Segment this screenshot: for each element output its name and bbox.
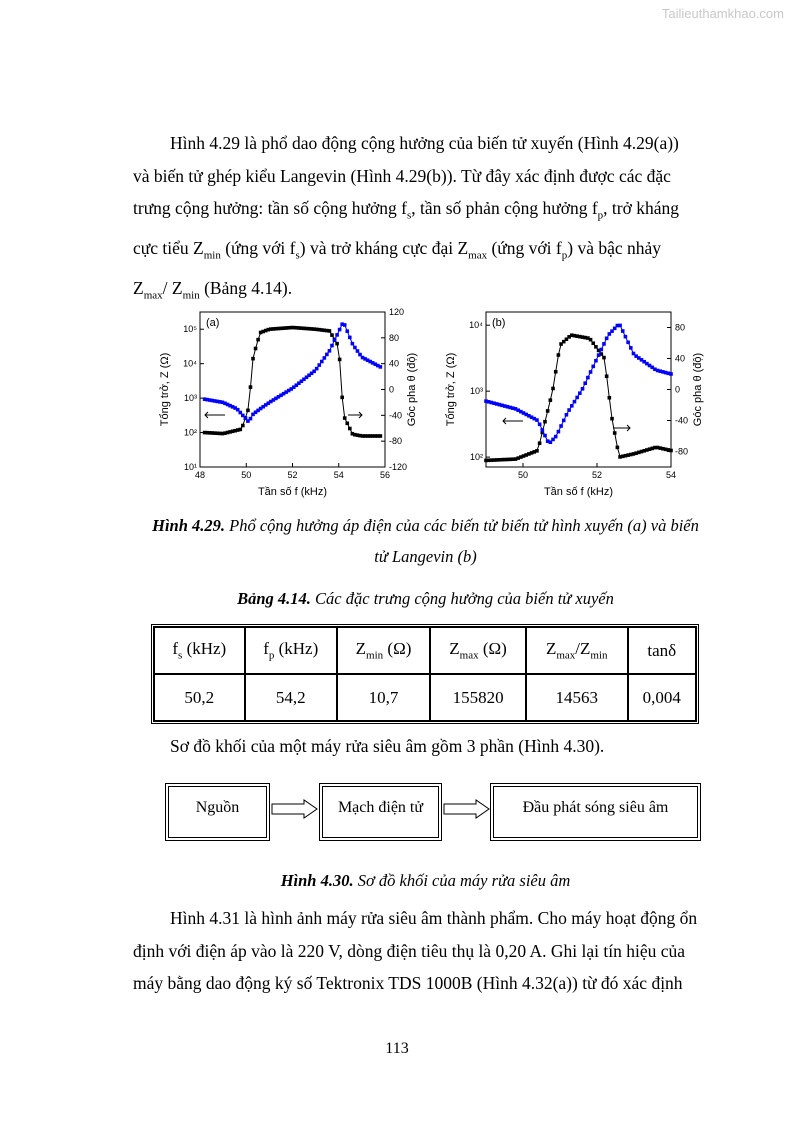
table-cell: 155820: [430, 674, 526, 721]
data-point: [330, 344, 334, 348]
block-ultrasonic-transducer: Đầu phát sóng siêu âm: [490, 783, 701, 841]
y-axis-label: Tổng trở, Z (Ω): [445, 352, 457, 427]
data-point: [315, 367, 319, 371]
data-point: [570, 404, 574, 408]
data-point: [591, 365, 595, 369]
data-point: [629, 346, 633, 350]
outro-paragraph: [133, 902, 718, 1000]
arrow-icon: [503, 418, 523, 424]
data-point: [379, 434, 383, 438]
data-point: [543, 420, 547, 424]
y-tick-label: 10³: [183, 393, 197, 404]
chart-b: [438, 300, 738, 510]
data-point: [610, 417, 614, 421]
data-point: [325, 353, 329, 357]
header-fp: $f_p$ (kHz): [245, 627, 337, 674]
header-ratio: $Z_{max}/Z_{min}$: [526, 627, 628, 674]
arrow-icon: [348, 412, 362, 418]
data-point: [551, 387, 555, 391]
data-point: [597, 353, 601, 357]
intro-line-1: Hình 4.29 là phổ dao động cộng hưởng của biến tử xuyến (Hình 4.29(a)): [170, 133, 679, 153]
header-tan-delta: tanδ: [628, 627, 696, 674]
data-point: [575, 396, 579, 400]
data-point: [335, 333, 339, 337]
data-point: [594, 359, 598, 363]
data-point: [351, 342, 355, 346]
data-point: [338, 328, 342, 332]
data-point: [557, 353, 561, 357]
y2-tick-label: -40: [675, 415, 689, 426]
data-point: [618, 324, 622, 328]
data-point: [333, 338, 337, 342]
data-point: [581, 387, 585, 391]
y2-tick-label: -80: [675, 446, 689, 457]
data-point: [238, 428, 242, 432]
figure-4-29-caption: Hình 4.29. Phổ cộng hưởng áp điện của các biến tử biến tử hình xuyến (a) và biến tử Langevin (b): [152, 516, 699, 566]
data-point: [669, 449, 673, 453]
page-number: 113: [385, 1040, 409, 1057]
table-cell: 10,7: [337, 674, 430, 721]
y2-axis-label: Góc pha θ (độ): [692, 352, 704, 427]
table-row: [154, 674, 696, 721]
data-point: [356, 349, 360, 353]
data-point: [538, 441, 542, 445]
data-point: [602, 356, 606, 360]
data-point: [589, 370, 593, 374]
chart-a: [150, 300, 440, 510]
data-point: [602, 342, 606, 346]
header-fs: $f_s$ (kHz): [154, 627, 245, 674]
panel-label: (b): [492, 317, 506, 329]
y2-tick-label: 80: [389, 332, 400, 343]
data-point: [353, 346, 357, 350]
panel-label: (a): [206, 317, 220, 329]
data-point: [567, 408, 571, 412]
x-tick-label: 52: [287, 470, 298, 480]
data-point: [251, 357, 255, 361]
data-point: [608, 396, 612, 400]
data-point: [573, 400, 577, 404]
block-power-source: Nguồn: [165, 783, 270, 841]
table-cell: 54,2: [245, 674, 337, 721]
data-point: [256, 338, 260, 342]
data-point: [348, 427, 352, 431]
header-zmin: $Z_{min}$ (Ω): [337, 627, 430, 674]
data-point: [549, 398, 553, 402]
outro-line-1: Hình 4.31 là hình ảnh máy rửa siêu âm thành phẩm. Cho máy hoạt động ổn: [170, 908, 698, 928]
data-point: [535, 418, 539, 422]
data-point: [340, 396, 344, 400]
data-point: [328, 349, 332, 353]
data-point: [554, 370, 558, 374]
data-point: [345, 329, 349, 333]
table-cell: 14563: [526, 674, 628, 721]
y2-axis-label: Góc pha θ (độ): [406, 352, 418, 427]
chart-a-svg: [150, 300, 440, 510]
y2-tick-label: 80: [675, 322, 686, 333]
data-point: [338, 358, 342, 362]
data-point: [535, 449, 539, 453]
data-point: [557, 430, 561, 434]
header-zmax: $Z_{max}$ (Ω): [430, 627, 526, 674]
y-tick-label: 10¹: [183, 462, 197, 472]
data-point: [589, 338, 593, 342]
series-line-1: [486, 325, 671, 442]
data-point: [335, 342, 339, 346]
y-axis-label: Tổng trở, Z (Ω): [159, 352, 171, 427]
data-point: [541, 428, 545, 432]
data-point: [583, 381, 587, 385]
data-point: [605, 336, 609, 340]
data-point: [546, 409, 550, 413]
y2-tick-label: -80: [389, 436, 403, 447]
arrow-icon: [442, 798, 492, 820]
data-point: [626, 340, 630, 344]
data-point: [599, 348, 603, 352]
data-point: [320, 360, 324, 364]
x-tick-label: 56: [379, 470, 391, 480]
y2-tick-label: -120: [389, 462, 408, 472]
arrow-icon: [270, 798, 320, 820]
data-point: [578, 391, 582, 395]
data-point: [379, 365, 383, 369]
data-point: [343, 416, 347, 420]
x-tick-label: 48: [194, 470, 206, 480]
table-header-row: [154, 627, 696, 674]
data-point: [254, 347, 258, 351]
intro-line-4: cực tiểu $Z_{min}$ (ứng với $f_s$) và trở kháng cực đại $Z_{max}$ (ứng với $f_p$) và bậc nhảy: [133, 238, 662, 262]
y-tick-label: 10⁵: [183, 324, 197, 335]
data-point: [328, 329, 332, 333]
data-point: [624, 335, 628, 339]
figure-4-30-caption: Hình 4.30. Sơ đồ khối của máy rửa siêu âm: [280, 871, 571, 890]
data-point: [586, 376, 590, 380]
block-electronic-circuit: Mạch điện tử: [319, 783, 442, 841]
resonance-table: [151, 624, 699, 724]
chart-b-svg: [438, 300, 738, 510]
y2-tick-label: 0: [675, 384, 681, 395]
y-tick-label: 10⁴: [183, 358, 197, 369]
intro-line-3: trưng cộng hưởng: tần số cộng hưởng $f_s$, tần số phản cộng hưởng $f_p$, trở kháng: [133, 198, 679, 222]
intro-paragraph: [133, 127, 718, 312]
data-point: [249, 417, 253, 421]
data-point: [543, 434, 547, 438]
table-4-14-caption: Bảng 4.14. Các đặc trưng cộng hưởng của biến tử xuyến: [237, 589, 614, 608]
data-point: [554, 435, 558, 439]
outro-line-3: máy bằng dao động ký số Tektronix TDS 1000B (Hình 4.32(a)) từ đó xác định: [133, 973, 683, 993]
intro-line-5: $Z_{max}/$ $Z_{min}$ (Bảng 4.14).: [133, 278, 293, 302]
x-tick-label: 50: [241, 470, 252, 480]
data-point: [565, 413, 569, 417]
y2-tick-label: 120: [389, 307, 405, 317]
y2-tick-label: 0: [389, 384, 395, 395]
y2-tick-label: 40: [675, 353, 686, 364]
table-cell: 50,2: [154, 674, 245, 721]
data-point: [323, 356, 327, 360]
y-tick-label: 10³: [469, 386, 483, 397]
x-axis-label: Tần số f (kHz): [543, 486, 614, 498]
data-point: [330, 333, 334, 337]
data-point: [317, 363, 321, 367]
x-axis-label: Tần số f (kHz): [257, 486, 328, 498]
data-point: [559, 424, 563, 428]
watermark: Tailieuthamkhao.com: [661, 6, 784, 21]
arrow-icon: [205, 412, 225, 418]
data-point: [246, 409, 250, 413]
y2-tick-label: 40: [389, 358, 400, 369]
data-point: [591, 341, 595, 345]
outro-line-2: định với điện áp vào là 220 V, dòng điện tiêu thụ là 0,20 A. Ghi lại tín hiệu của: [133, 940, 686, 961]
block-intro: Sơ đồ khối của một máy rửa siêu âm gồm 3 phần (Hình 4.30).: [170, 736, 605, 756]
data-point: [605, 374, 609, 378]
x-tick-label: 54: [333, 470, 344, 480]
intro-line-2: và biến tử ghép kiểu Langevin (Hình 4.29(b)). Từ đây xác định được các đặc: [133, 165, 671, 186]
data-point: [594, 345, 598, 349]
data-point: [249, 385, 253, 389]
data-point: [616, 446, 620, 450]
data-point: [669, 372, 673, 376]
y-tick-label: 10⁴: [469, 320, 483, 331]
x-tick-label: 52: [591, 470, 603, 480]
data-point: [538, 423, 542, 427]
data-point: [613, 431, 617, 435]
data-point: [345, 421, 349, 425]
arrow-icon: [613, 425, 630, 431]
y-tick-label: 10²: [183, 427, 197, 438]
y-tick-label: 10²: [469, 452, 483, 463]
x-tick-label: 50: [517, 470, 529, 480]
data-point: [621, 329, 625, 333]
data-point: [348, 336, 352, 340]
x-tick-label: 54: [665, 470, 677, 480]
data-point: [241, 424, 245, 428]
data-point: [562, 419, 566, 423]
table-cell: 0,004: [628, 674, 696, 721]
y2-tick-label: -40: [389, 410, 403, 421]
data-point: [343, 323, 347, 327]
